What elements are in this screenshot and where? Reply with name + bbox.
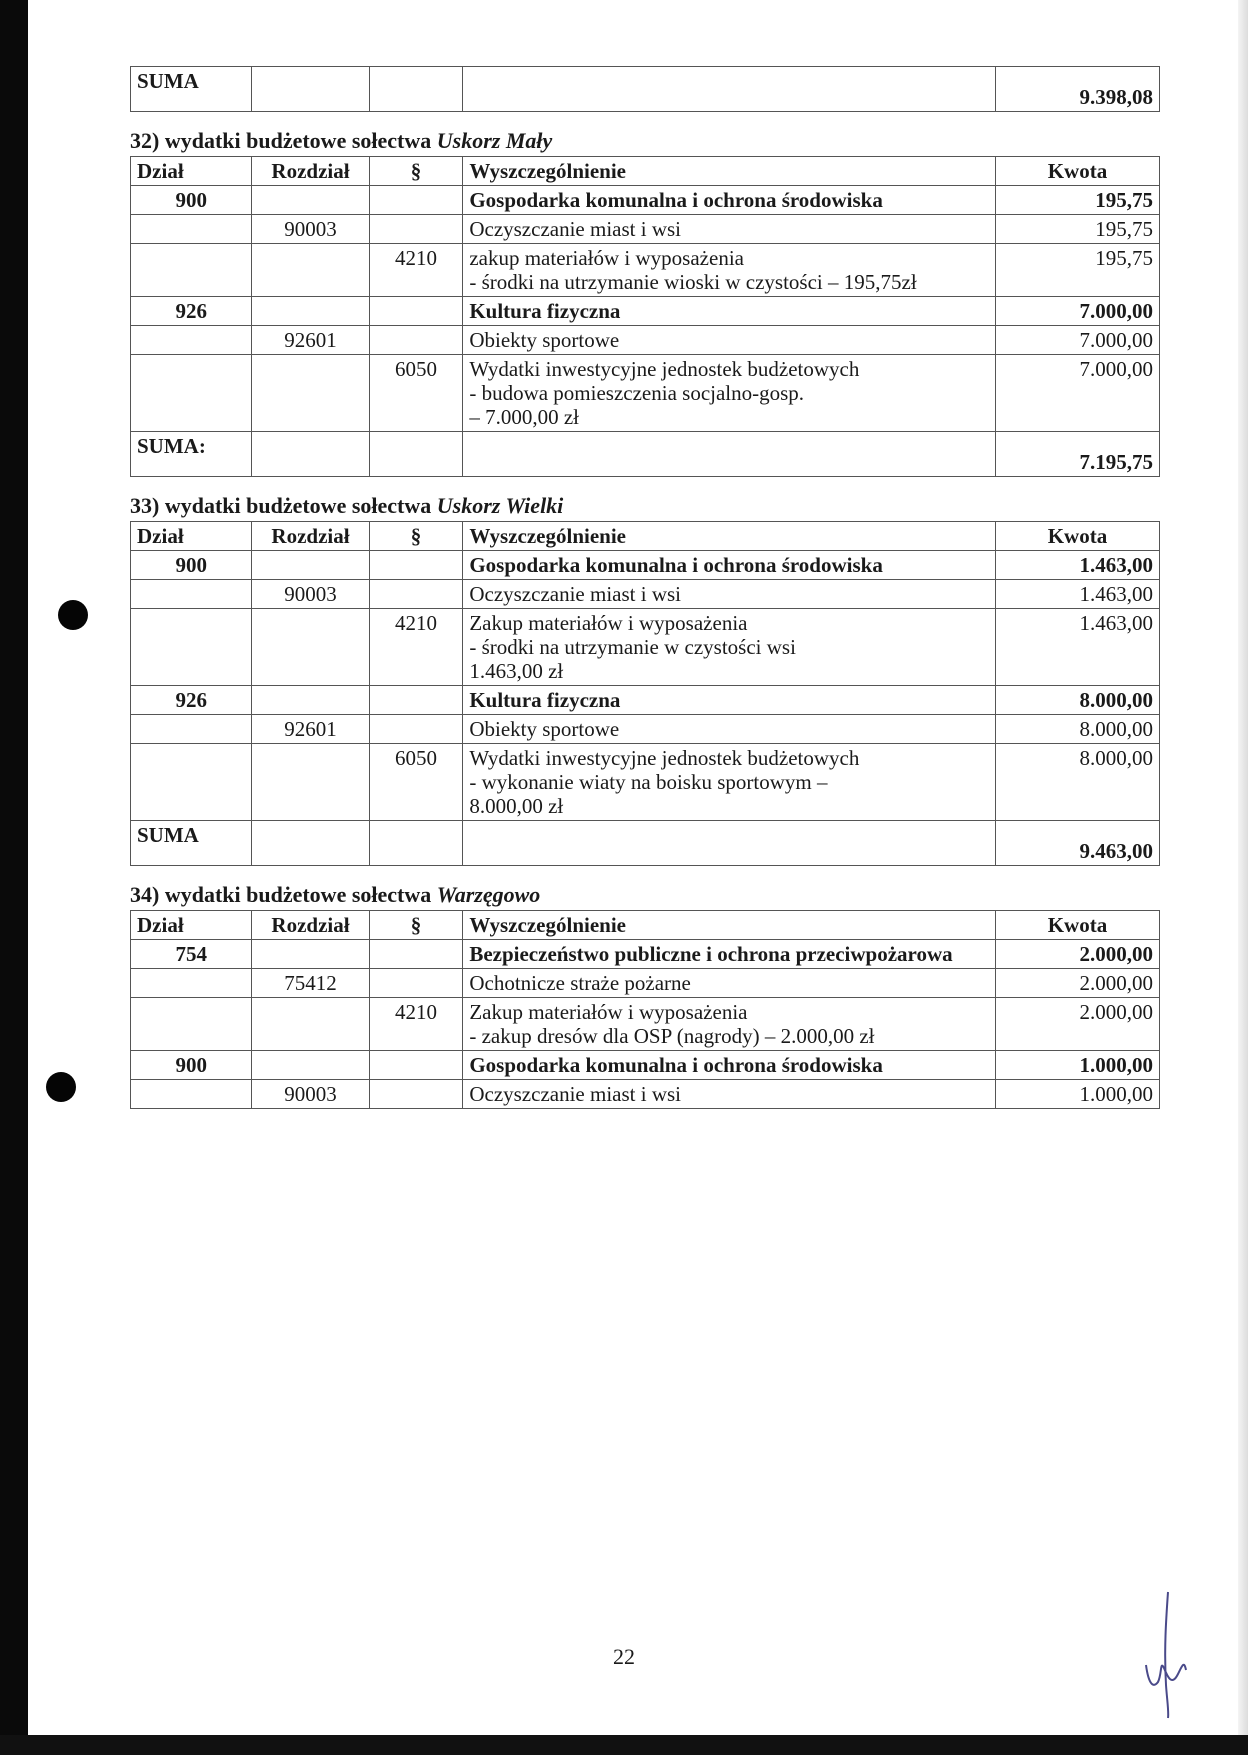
suma-kwota: 7.195,75 [995,432,1159,477]
punch-hole [46,1072,76,1102]
cell-kwota: 2.000,00 [995,969,1159,998]
cell-kwota: 2.000,00 [995,940,1159,969]
suma-label: SUMA: [131,432,252,477]
document-page [130,66,1160,1109]
cell-rozdzial: 90003 [252,1080,369,1109]
section-34-table [130,910,1160,1109]
cell-opis: Gospodarka komunalna i ochrona środowiska [463,186,996,215]
table-row [131,580,1160,609]
header-dzial: Dział [131,522,252,551]
scan-edge-left [0,0,28,1755]
cell-opis: Gospodarka komunalna i ochrona środowiska [463,1051,996,1080]
header-wyszczegolnienie: Wyszczególnienie [463,522,996,551]
scan-edge-bottom [0,1735,1248,1755]
header-kwota: Kwota [995,522,1159,551]
cell-opis: Wydatki inwestycyjne jednostek budżetowych - wykonanie wiaty na boisku sportowym – 8.000,00 zł [463,744,996,821]
section-32-title: 32) wydatki budżetowe sołectwa Uskorz Mały [130,128,553,153]
section-34-name: Warzęgowo [436,882,541,907]
table-header-row [131,522,1160,551]
page-number: 22 [613,1644,635,1669]
cell-kwota: 2.000,00 [995,998,1159,1051]
section-33-name: Uskorz Wielki [436,493,564,518]
cell-kwota: 8.000,00 [995,715,1159,744]
section-33-table [130,521,1160,866]
cell-kwota: 7.000,00 [995,297,1159,326]
header-rozdzial: Rozdział [252,911,369,940]
cell-rozdzial: 90003 [252,580,369,609]
cell-opis: Obiekty sportowe [463,326,996,355]
cell-paragraf: 4210 [369,244,463,297]
table-row [131,609,1160,686]
table-row [131,1051,1160,1080]
table-row [131,969,1160,998]
suma-kwota: 9.398,08 [995,67,1159,112]
cell-opis: Obiekty sportowe [463,715,996,744]
header-kwota: Kwota [995,157,1159,186]
header-dzial: Dział [131,157,252,186]
cell-dzial: 754 [131,940,252,969]
suma-label: SUMA [131,67,252,112]
header-wyszczegolnienie: Wyszczególnienie [463,157,996,186]
cell-opis: zakup materiałów i wyposażenia - środki na utrzymanie wioski w czystości – 195,75zł [463,244,996,297]
header-kwota: Kwota [995,911,1159,940]
table-row [131,715,1160,744]
cell-opis: Zakup materiałów i wyposażenia - środki na utrzymanie w czystości wsi 1.463,00 zł [463,609,996,686]
suma-kwota: 9.463,00 [995,821,1159,866]
cell-opis: Gospodarka komunalna i ochrona środowiska [463,551,996,580]
cell-dzial: 900 [131,551,252,580]
cell-paragraf: 6050 [369,744,463,821]
cell-opis: Wydatki inwestycyjne jednostek budżetowych - budowa pomieszczenia socjalno-gosp. – 7.000,00 zł [463,355,996,432]
cell-paragraf: 4210 [369,609,463,686]
cell-opis: Oczyszczanie miast i wsi [463,215,996,244]
header-wyszczegolnienie: Wyszczególnienie [463,911,996,940]
section-34-title: 34) wydatki budżetowe sołectwa Warzęgowo [130,882,541,907]
section-33-title: 33) wydatki budżetowe sołectwa Uskorz Wielki [130,493,564,518]
header-rozdzial: Rozdział [252,157,369,186]
table-header-row [131,157,1160,186]
cell-kwota: 195,75 [995,244,1159,297]
cell-opis: Kultura fizyczna [463,686,996,715]
section-32-table [130,156,1160,477]
table-row [131,215,1160,244]
table-row [131,940,1160,969]
cell-rozdzial: 92601 [252,326,369,355]
cell-dzial: 926 [131,297,252,326]
table-row [131,686,1160,715]
table-row [131,998,1160,1051]
punch-hole [58,600,88,630]
table-header-row [131,911,1160,940]
cell-opis: Oczyszczanie miast i wsi [463,1080,996,1109]
cell-paragraf: 4210 [369,998,463,1051]
table-row [131,244,1160,297]
cell-rozdzial: 92601 [252,715,369,744]
table-row [131,551,1160,580]
cell-opis: Kultura fizyczna [463,297,996,326]
table-row [131,297,1160,326]
cell-kwota: 1.000,00 [995,1080,1159,1109]
header-paragraf: § [369,157,463,186]
table-row [131,744,1160,821]
cell-opis: Zakup materiałów i wyposażenia - zakup dresów dla OSP (nagrody) – 2.000,00 zł [463,998,996,1051]
cell-kwota: 195,75 [995,215,1159,244]
cell-kwota: 8.000,00 [995,686,1159,715]
suma-label: SUMA [131,821,252,866]
cell-dzial: 900 [131,186,252,215]
header-paragraf: § [369,911,463,940]
cell-kwota: 7.000,00 [995,355,1159,432]
cell-kwota: 8.000,00 [995,744,1159,821]
header-rozdzial: Rozdział [252,522,369,551]
cell-dzial: 900 [131,1051,252,1080]
cell-kwota: 195,75 [995,186,1159,215]
handwritten-signature [1138,1590,1198,1720]
scan-edge-right [1238,0,1248,1755]
top-suma-table [130,66,1160,112]
cell-opis: Bezpieczeństwo publiczne i ochrona przeciwpożarowa [463,940,996,969]
cell-dzial: 926 [131,686,252,715]
suma-row [131,821,1160,866]
cell-kwota: 1.000,00 [995,1051,1159,1080]
section-32-name: Uskorz Mały [436,128,553,153]
cell-kwota: 1.463,00 [995,580,1159,609]
cell-rozdzial: 75412 [252,969,369,998]
table-row [131,326,1160,355]
cell-paragraf: 6050 [369,355,463,432]
table-row [131,1080,1160,1109]
cell-rozdzial: 90003 [252,215,369,244]
cell-opis: Ochotnicze straże pożarne [463,969,996,998]
table-row [131,67,1160,112]
header-paragraf: § [369,522,463,551]
table-row [131,355,1160,432]
header-dzial: Dział [131,911,252,940]
cell-kwota: 1.463,00 [995,551,1159,580]
cell-kwota: 7.000,00 [995,326,1159,355]
cell-kwota: 1.463,00 [995,609,1159,686]
table-row [131,186,1160,215]
suma-row [131,432,1160,477]
cell-opis: Oczyszczanie miast i wsi [463,580,996,609]
